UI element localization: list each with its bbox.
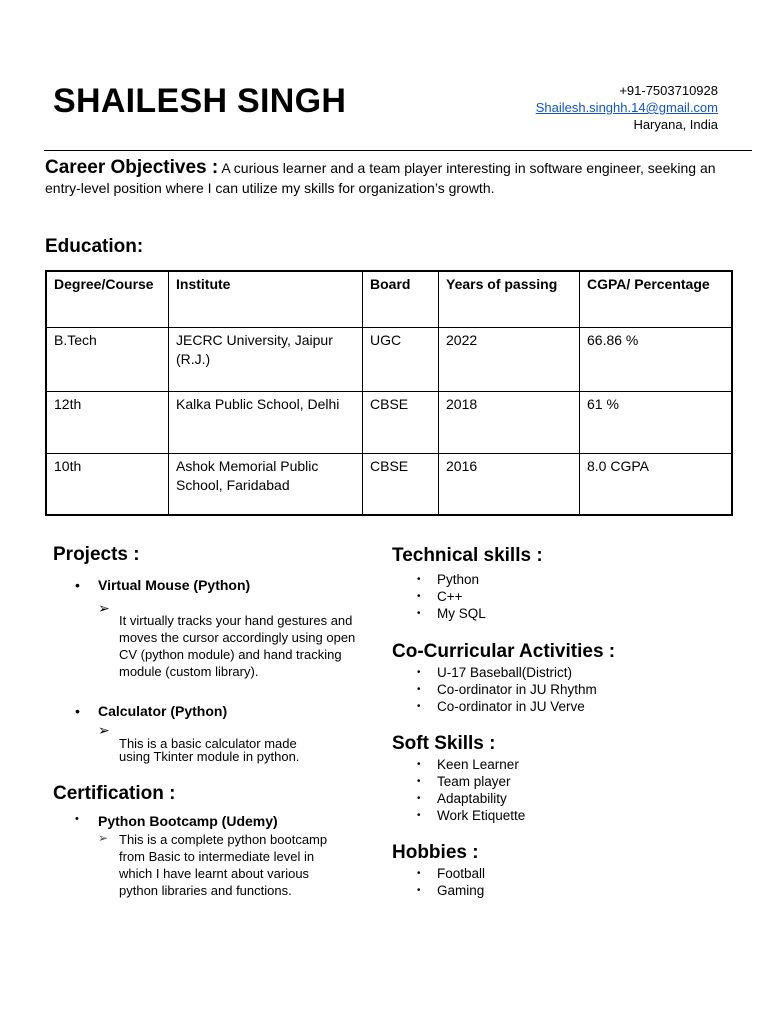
list-item: • My SQL: [417, 606, 486, 621]
table-row: [46, 454, 732, 516]
bullet-icon: •: [417, 701, 421, 712]
projects-heading: Projects :: [53, 544, 140, 565]
education-heading: Education:: [45, 236, 144, 257]
hobbies-list: [410, 865, 485, 899]
soft-skills-list: [410, 756, 525, 824]
table-header-row: [46, 271, 732, 328]
list-item: • Co-ordinator in JU Verve: [417, 699, 585, 714]
bullet-icon: •: [75, 813, 79, 825]
table-cell: CBSE: [363, 454, 439, 516]
list-item: • Work Etiquette: [417, 808, 526, 823]
bullet-icon: •: [417, 793, 421, 804]
bullet-icon: •: [417, 574, 421, 585]
bullet-icon: •: [417, 885, 421, 896]
bullet-icon: •: [417, 810, 421, 821]
header-divider: [44, 150, 752, 151]
phone-number: +91-7503710928: [619, 83, 718, 98]
certification-description: This is a complete python bootcamp from Basic to intermediate level in which I have learnt about various python libraries and functions.: [119, 832, 328, 898]
project-title: Calculator (Python): [98, 703, 228, 719]
arrow-icon: ➢: [98, 722, 110, 738]
column-header: CGPA/ Percentage: [580, 271, 733, 328]
co-curricular-list: [410, 664, 597, 715]
bullet-icon: •: [75, 577, 80, 593]
table-cell: 66.86 %: [580, 328, 733, 392]
objective-text: A curious learner and a team player interesting in software engineer, seeking an entry-level position where I can utilize my skills for organization’s growth.: [45, 160, 716, 196]
column-header: Years of passing: [439, 271, 580, 328]
bullet-icon: •: [417, 684, 421, 695]
table-cell: Ashok Memorial Public School, Faridabad: [169, 454, 363, 516]
table-cell: UGC: [363, 328, 439, 392]
technical-skills-list: [410, 571, 486, 622]
list-item: • C++: [417, 589, 463, 604]
certification-title: Python Bootcamp (Udemy): [98, 813, 278, 829]
bullet-icon: •: [75, 703, 80, 719]
objective-heading: Career Objectives :: [45, 157, 219, 178]
email-link[interactable]: Shailesh.singhh.14@gmail.com: [535, 100, 718, 115]
table-row: [46, 392, 732, 454]
table-row: [46, 328, 732, 392]
table-cell: 10th: [46, 454, 169, 516]
list-item: • U-17 Baseball(District): [417, 665, 573, 680]
list-item: • Co-ordinator in JU Rhythm: [417, 682, 597, 697]
technical-skills-heading: Technical skills :: [392, 545, 543, 566]
table-cell: 2022: [439, 328, 580, 392]
list-item: • Keen Learner: [417, 757, 519, 772]
bullet-icon: •: [417, 608, 421, 619]
contact-block: [536, 82, 718, 133]
project-description: This is a basic calculator made using Tkinter module in python.: [119, 736, 300, 764]
table-cell: Kalka Public School, Delhi: [169, 392, 363, 454]
hobbies-heading: Hobbies :: [392, 842, 479, 863]
candidate-name: SHAILESH SINGH: [53, 82, 347, 120]
arrow-icon: ➢: [98, 600, 110, 616]
project-title: Virtual Mouse (Python): [98, 577, 251, 593]
project-description: It virtually tracks your hand gestures and moves the cursor accordingly using open CV (python module) and hand tracking module (custom library).: [119, 613, 356, 679]
education-table: [45, 270, 733, 516]
list-item: • Adaptability: [417, 791, 507, 806]
table-cell: 2016: [439, 454, 580, 516]
column-header: Board: [363, 271, 439, 328]
column-header: Institute: [169, 271, 363, 328]
bullet-icon: •: [417, 868, 421, 879]
bullet-icon: •: [417, 667, 421, 678]
table-cell: B.Tech: [46, 328, 169, 392]
list-item: • Python: [417, 572, 480, 587]
table-cell: 61 %: [580, 392, 733, 454]
table-cell: JECRC University, Jaipur (R.J.): [169, 328, 363, 392]
list-item: • Team player: [417, 774, 511, 789]
bullet-icon: •: [417, 591, 421, 602]
bullet-icon: •: [417, 759, 421, 770]
co-curricular-heading: Co-Curricular Activities :: [392, 641, 616, 662]
location: Haryana, India: [633, 117, 718, 132]
career-objective: [45, 158, 745, 198]
list-item: • Football: [417, 866, 486, 881]
list-item: • Gaming: [417, 883, 485, 898]
arrow-icon: ➢: [98, 831, 109, 845]
bullet-icon: •: [417, 776, 421, 787]
table-cell: 12th: [46, 392, 169, 454]
soft-skills-heading: Soft Skills :: [392, 733, 496, 754]
table-cell: CBSE: [363, 392, 439, 454]
column-header: Degree/Course: [46, 271, 169, 328]
certification-heading: Certification :: [53, 783, 176, 804]
table-cell: 8.0 CGPA: [580, 454, 733, 516]
table-cell: 2018: [439, 392, 580, 454]
